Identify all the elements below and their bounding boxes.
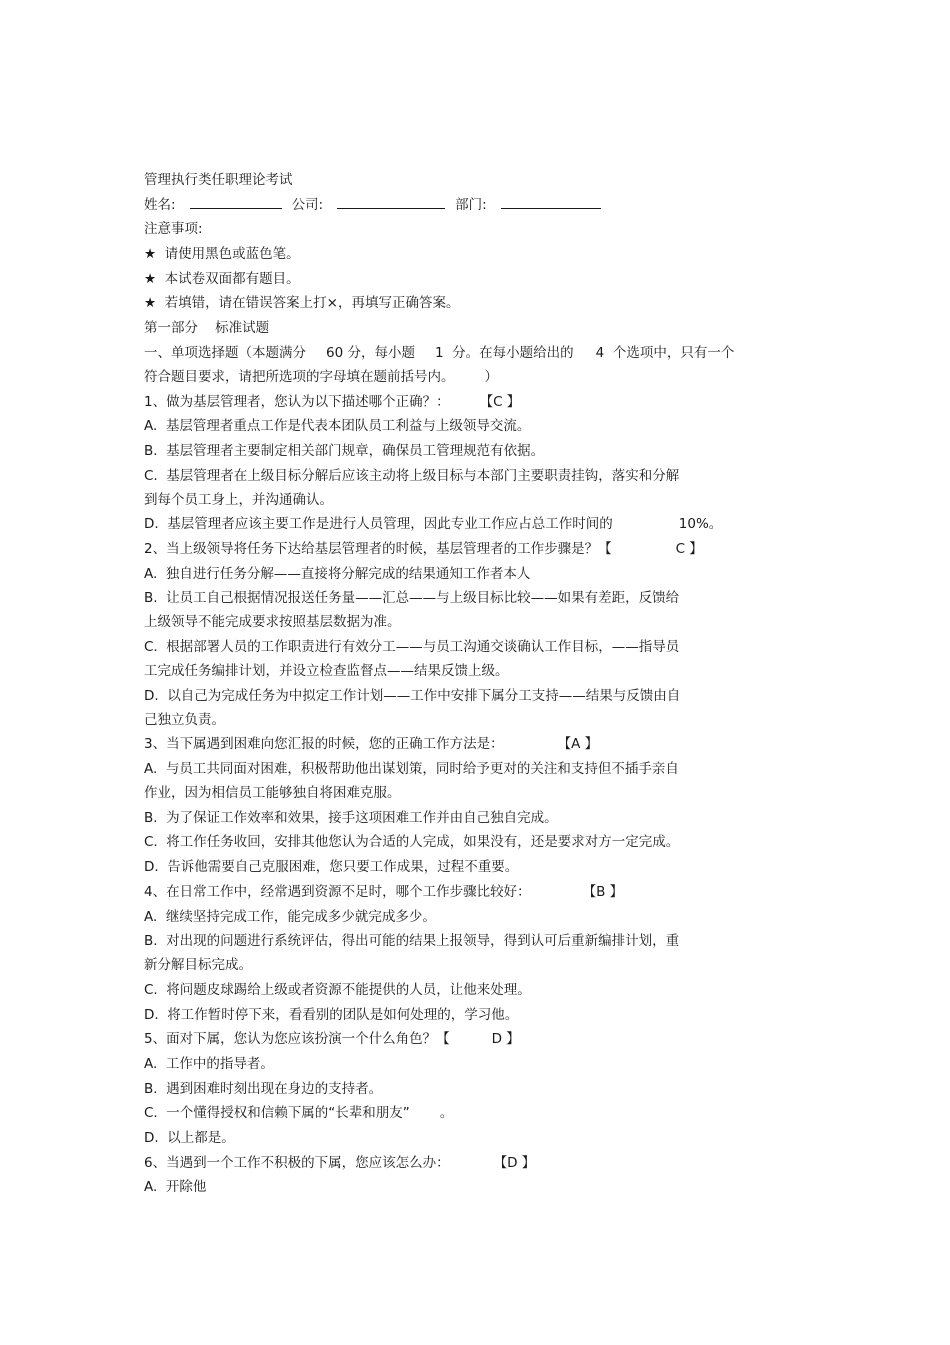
notes-header: 注意事项: — [144, 221, 203, 238]
option: D. 将工作暂时停下来，看看别的团队是如何处理的，学习他。 — [144, 1006, 519, 1023]
note-item: ★ 若填错，请在错误答案上打×，再填写正确答案。 — [144, 295, 460, 312]
option: A. 工作中的指导者。 — [144, 1055, 274, 1072]
option-cont: 上级领导不能完成要求按照基层数据为准。 — [144, 614, 401, 631]
option: C. 基层管理者在上级目标分解后应该主动将上级目标与本部门主要职责挂钩，落实和分解 — [144, 467, 680, 484]
name-label: 姓名: — [144, 196, 176, 213]
option: A. 开除他 — [144, 1179, 207, 1196]
option-cont: 作业，因为相信员工能够独自将困难克服。 — [144, 785, 401, 802]
section-instruction-cont: 符合题目要求，请把所选项的字母填在题前括号内。 ） — [144, 368, 498, 385]
name-blank[interactable] — [190, 193, 282, 209]
question-stem: 6、当遇到一个工作不积极的下属，您应该怎么办： 【D 】 — [144, 1154, 536, 1171]
option: B. 让员工自己根据情况报送任务量——汇总——与上级目标比较——如果有差距，反馈给 — [144, 590, 680, 607]
option: D. 基层管理者应该主要工作是进行人员管理，因此专业工作应占总工作时间的 10%。 — [144, 516, 723, 533]
option: A. 继续坚持完成工作，能完成多少就完成多少。 — [144, 908, 436, 925]
option: C. 根据部署人员的工作职责进行有效分工——与员工沟通交谈确认工作目标，——指导员 — [144, 639, 680, 655]
option: A. 基层管理者重点工作是代表本团队员工利益与上级领导交流。 — [144, 418, 531, 435]
option: B. 基层管理者主要制定相关部门规章，确保员工管理规范有依据。 — [144, 442, 545, 459]
question-stem: 3、当下属遇到困难向您汇报的时候，您的正确工作方法是： 【A 】 — [144, 736, 599, 753]
note-item: ★ 本试卷双面都有题目。 — [144, 270, 300, 287]
option: C. 将问题皮球踢给上级或者资源不能提供的人员，让他来处理。 — [144, 981, 531, 998]
question-stem: 4、在日常工作中，经常遇到资源不足时，哪个工作步骤比较好： 【B 】 — [144, 883, 624, 900]
question-stem: 5、面对下属，您认为您应该扮演一个什么角色？【 D 】 — [144, 1031, 520, 1048]
question-stem: 2、当上级领导将任务下达给基层管理者的时候，基层管理者的工作步骤是？【 C 】 — [144, 540, 703, 557]
answer-box[interactable]: D 】 — [491, 1031, 520, 1048]
question-stem: 1、做为基层管理者，您认为以下描述哪个正确？： 【C 】 — [144, 393, 521, 410]
option: D. 告诉他需要自己克服困难，您只要工作成果，过程不重要。 — [144, 859, 519, 876]
option-cont: 到每个员工身上，并沟通确认。 — [144, 491, 333, 508]
option: B. 为了保证工作效率和效果，接手这项困难工作并由自己独自完成。 — [144, 809, 558, 826]
company-blank[interactable] — [337, 193, 445, 209]
option-cont: 工完成任务编排计划，并设立检查监督点——结果反馈上级。 — [144, 663, 509, 679]
answer-box[interactable]: 【D 】 — [493, 1154, 536, 1171]
info-line — [144, 193, 804, 218]
section-instruction: 一、单项选择题（本题满分 60 分，每小题 1 分。在每小题给出的 4 个选项中，只有一个 — [144, 344, 735, 361]
option-cont: 己独立负责。 — [144, 711, 225, 728]
option: D. 以自己为完成任务为中拟定工作计划——工作中安排下属分工支持——结果与反馈由自 — [144, 687, 681, 704]
note-item: ★ 请使用黑色或蓝色笔。 — [144, 246, 300, 263]
exam-title: 管理执行类任职理论考试 — [144, 172, 293, 188]
option: B. 遇到困难时刻出现在身边的支持者。 — [144, 1080, 383, 1097]
option: A. 与员工共同面对困难，积极帮助他出谋划策，同时给予更对的关注和支持但不插手亲自 — [144, 761, 679, 778]
answer-box[interactable]: 【A 】 — [557, 736, 599, 753]
option: A. 独自进行任务分解——直接将分解完成的结果通知工作者本人 — [144, 565, 531, 582]
option: C. 一个懂得授权和信赖下属的“长辈和朋友” 。 — [144, 1105, 454, 1122]
option: D. 以上都是。 — [144, 1130, 235, 1146]
answer-box[interactable]: 【C 】 — [479, 393, 521, 410]
dept-label: 部门: — [455, 196, 487, 213]
answer-box[interactable]: C 】 — [675, 540, 703, 557]
part-title: 第一部分 标准试题 — [144, 320, 270, 337]
option: C. 将工作任务收回，安排其他您认为合适的人完成，如果没有，还是要求对方一定完成。 — [144, 834, 680, 851]
dept-blank[interactable] — [501, 193, 601, 209]
exam-page — [144, 168, 804, 1200]
answer-box[interactable]: 【B 】 — [582, 883, 624, 900]
company-label: 公司: — [291, 196, 324, 213]
option: B. 对出现的问题进行系统评估，得出可能的结果上报领导，得到认可后重新编排计划，重 — [144, 933, 680, 950]
option-cont: 新分解目标完成。 — [144, 957, 252, 974]
